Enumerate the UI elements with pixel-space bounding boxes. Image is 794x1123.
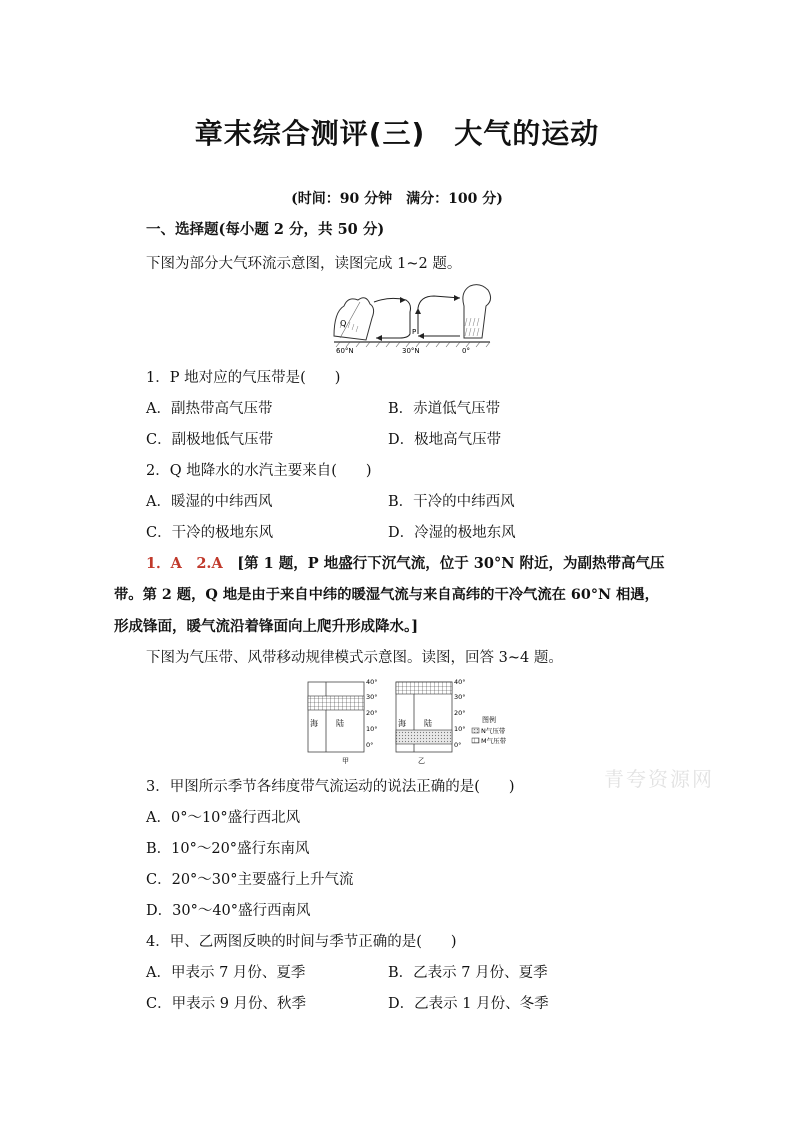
- q2-option-b: B．干冷的中纬西风: [388, 494, 515, 510]
- answer-key: 1．A 2.A: [146, 555, 223, 572]
- legend-n-belt: N气压带: [481, 727, 506, 735]
- yi-tick-10: 10°: [454, 725, 466, 733]
- yi-tick-0: 0°: [454, 741, 462, 749]
- lat-30-label: 30°N: [402, 347, 420, 355]
- jia-tick-20: 20°: [366, 709, 378, 717]
- answer-line-1: [146, 552, 665, 573]
- legend-title: 图例: [482, 716, 496, 724]
- lat-60-label: 60°N: [336, 347, 354, 355]
- yi-tick-30: 30°: [454, 693, 466, 701]
- q2-option-c: C．干冷的极地东风: [146, 525, 274, 541]
- jia-tick-0: 0°: [366, 741, 374, 749]
- yi-sea-label: 海: [398, 719, 406, 728]
- lat-0-label: 0°: [462, 347, 470, 355]
- jia-tick-10: 10°: [366, 725, 378, 733]
- question-3-stem: 3．甲图所示季节各纬度带气流运动的说法正确的是( ): [146, 779, 515, 795]
- point-q-label: Q: [340, 319, 347, 328]
- legend-m-belt: M气压带: [481, 737, 507, 745]
- section-heading: 一、选择题(每小题 2 分，共 50 分): [146, 221, 385, 238]
- q3-option-d: D．30°～40°盛行西南风: [146, 903, 311, 919]
- yi-tick-40: 40°: [454, 678, 466, 686]
- yi-land-label: 陆: [424, 719, 432, 728]
- exam-info: (时间：90 分钟 满分：100 分): [291, 191, 503, 207]
- question-4-stem: 4．甲、乙两图反映的时间与季节正确的是( ): [146, 934, 457, 950]
- q1-option-d: D．极地高气压带: [388, 432, 502, 448]
- jia-land-label: 陆: [336, 719, 344, 728]
- question-2-stem: 2．Q 地降水的水汽主要来自( ): [146, 463, 372, 479]
- answer-explanation-1: [第 1 题，P 地盛行下沉气流，位于 30°N 附近，为副热带高气压: [237, 555, 665, 572]
- q4-option-c: C．甲表示 9 月份、秋季: [146, 996, 307, 1012]
- point-p-label: P: [412, 328, 417, 336]
- figure-intro-2: 下图为气压带、风带移动规律模式示意图。读图，回答 3~4 题。: [146, 650, 563, 666]
- page-title: 章末综合测评(三) 大气的运动: [194, 117, 600, 150]
- q4-option-b: B．乙表示 7 月份、夏季: [388, 965, 548, 981]
- pressure-belt-diagram: [302, 674, 524, 766]
- q3-option-c: C．20°～30°主要盛行上升气流: [146, 872, 354, 888]
- jia-caption: 甲: [342, 757, 349, 765]
- q4-option-d: D．乙表示 1 月份、冬季: [388, 996, 549, 1012]
- q2-option-d: D．冷湿的极地东风: [388, 525, 516, 541]
- watermark: 青夸资源网: [604, 767, 714, 791]
- answer-explanation-3: 形成锋面，暖气流沿着锋面向上爬升形成降水。]: [114, 618, 419, 635]
- q4-option-a: A．甲表示 7 月份、夏季: [146, 965, 306, 981]
- answer-explanation-2: 带。第 2 题，Q 地是由于来自中纬的暖湿气流与来自高纬的干冷气流在 60°N 相遇，: [114, 587, 659, 603]
- jia-tick-40: 40°: [366, 678, 378, 686]
- question-1-stem: 1．P 地对应的气压带是( ): [146, 370, 341, 386]
- yi-caption: 乙: [418, 757, 425, 765]
- jia-sea-label: 海: [310, 719, 318, 728]
- jia-tick-30: 30°: [366, 693, 378, 701]
- q1-option-c: C．副极地低气压带: [146, 432, 274, 448]
- q3-option-b: B．10°～20°盛行东南风: [146, 841, 310, 857]
- q2-option-a: A．暖湿的中纬西风: [146, 494, 273, 510]
- figure-intro-1: 下图为部分大气环流示意图，读图完成 1~2 题。: [146, 256, 462, 272]
- circulation-diagram: [330, 282, 495, 356]
- q1-option-b: B．赤道低气压带: [388, 401, 501, 417]
- yi-tick-20: 20°: [454, 709, 466, 717]
- q1-option-a: A．副热带高气压带: [146, 401, 273, 417]
- q3-option-a: A．0°～10°盛行西北风: [146, 810, 301, 826]
